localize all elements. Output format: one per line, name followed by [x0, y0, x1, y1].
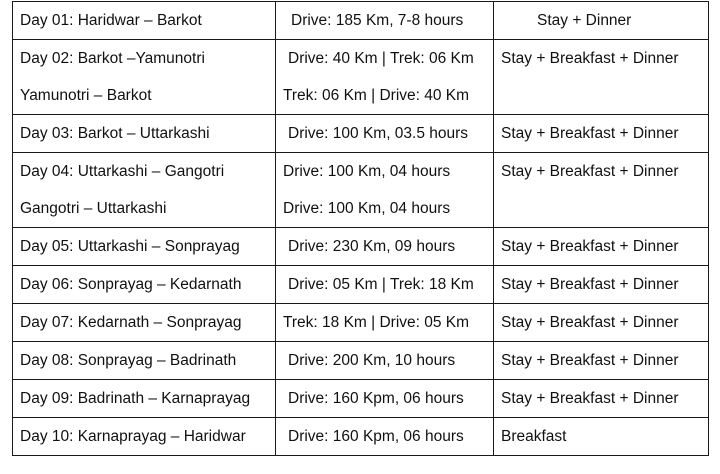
day-cell [13, 342, 276, 380]
itinerary-row [13, 380, 709, 418]
drive-text: Drive: 185 Km, 7-8 hours [291, 12, 464, 29]
day-cell [13, 115, 276, 153]
meals-cell [494, 380, 709, 418]
drive-cell [276, 2, 494, 40]
meals-cell [494, 304, 709, 342]
day-cell [13, 2, 276, 40]
meals-cell [494, 153, 709, 228]
itinerary-row [13, 115, 709, 153]
drive-cell [276, 153, 494, 228]
drive-cell [276, 228, 494, 266]
meals-cell [494, 228, 709, 266]
day-cell [13, 418, 276, 456]
itinerary-row [13, 418, 709, 456]
drive-cell [276, 115, 494, 153]
drive-text: Drive: 100 Km, 03.5 hours [288, 125, 469, 142]
day-cell [13, 304, 276, 342]
day-route-text: Day 05: Uttarkashi – Sonprayag [20, 238, 240, 255]
meals-text: Stay + Breakfast + Dinner [501, 125, 679, 142]
meals-text: Stay + Breakfast + Dinner [501, 276, 679, 293]
day-cell [13, 380, 276, 418]
drive-cell [276, 418, 494, 456]
meals-text: Stay + Breakfast + Dinner [501, 352, 679, 369]
drive-text: Drive: 160 Kpm, 06 hours [288, 390, 464, 407]
drive-cell [276, 266, 494, 304]
meals-cell [494, 40, 709, 115]
day-cell [13, 40, 276, 115]
meals-text: Breakfast [501, 428, 567, 445]
drive-text: Drive: 230 Km, 09 hours [288, 238, 456, 255]
day-route-text: Day 08: Sonprayag – Badrinath [20, 352, 237, 369]
drive-text: Trek: 06 Km | Drive: 40 Km [283, 87, 470, 104]
meals-cell [494, 418, 709, 456]
drive-text: Drive: 100 Km, 04 hours [283, 163, 451, 180]
itinerary-row [13, 342, 709, 380]
drive-text: Drive: 100 Km, 04 hours [283, 200, 451, 217]
itinerary-row [13, 266, 709, 304]
drive-text: Drive: 05 Km | Trek: 18 Km [288, 276, 474, 293]
drive-text: Drive: 40 Km | Trek: 06 Km [288, 50, 474, 67]
drive-cell [276, 40, 494, 115]
meals-cell [494, 2, 709, 40]
meals-text: Stay + Dinner [537, 12, 632, 29]
drive-text: Drive: 200 Km, 10 hours [288, 352, 456, 369]
meals-text: Stay + Breakfast + Dinner [501, 163, 679, 180]
itinerary-row [13, 304, 709, 342]
drive-cell [276, 380, 494, 418]
drive-text: Trek: 18 Km | Drive: 05 Km [283, 314, 470, 331]
day-route-text: Day 04: Uttarkashi – Gangotri [20, 163, 225, 180]
itinerary-row [13, 153, 709, 228]
meals-cell [494, 115, 709, 153]
day-route-text: Day 01: Haridwar – Barkot [20, 12, 202, 29]
itinerary-body [13, 2, 709, 456]
meals-text: Stay + Breakfast + Dinner [501, 238, 679, 255]
drive-cell [276, 304, 494, 342]
itinerary-row [13, 40, 709, 115]
day-route-text: Day 10: Karnaprayag – Haridwar [20, 428, 246, 445]
meals-cell [494, 342, 709, 380]
day-cell [13, 228, 276, 266]
day-route-text: Day 07: Kedarnath – Sonprayag [20, 314, 242, 331]
meals-text: Stay + Breakfast + Dinner [501, 390, 679, 407]
day-cell [13, 266, 276, 304]
meals-cell [494, 266, 709, 304]
day-route-text: Day 02: Barkot –Yamunotri [20, 50, 205, 67]
drive-cell [276, 342, 494, 380]
day-cell [13, 153, 276, 228]
itinerary-table [12, 1, 709, 456]
meals-text: Stay + Breakfast + Dinner [501, 50, 679, 67]
day-route-text: Gangotri – Uttarkashi [20, 200, 167, 217]
day-route-text: Yamunotri – Barkot [20, 87, 152, 104]
meals-text: Stay + Breakfast + Dinner [501, 314, 679, 331]
drive-text: Drive: 160 Kpm, 06 hours [288, 428, 464, 445]
day-route-text: Day 06: Sonprayag – Kedarnath [20, 276, 242, 293]
itinerary-row [13, 228, 709, 266]
day-route-text: Day 09: Badrinath – Karnaprayag [20, 390, 251, 407]
day-route-text: Day 03: Barkot – Uttarkashi [20, 125, 210, 142]
itinerary-row [13, 2, 709, 40]
